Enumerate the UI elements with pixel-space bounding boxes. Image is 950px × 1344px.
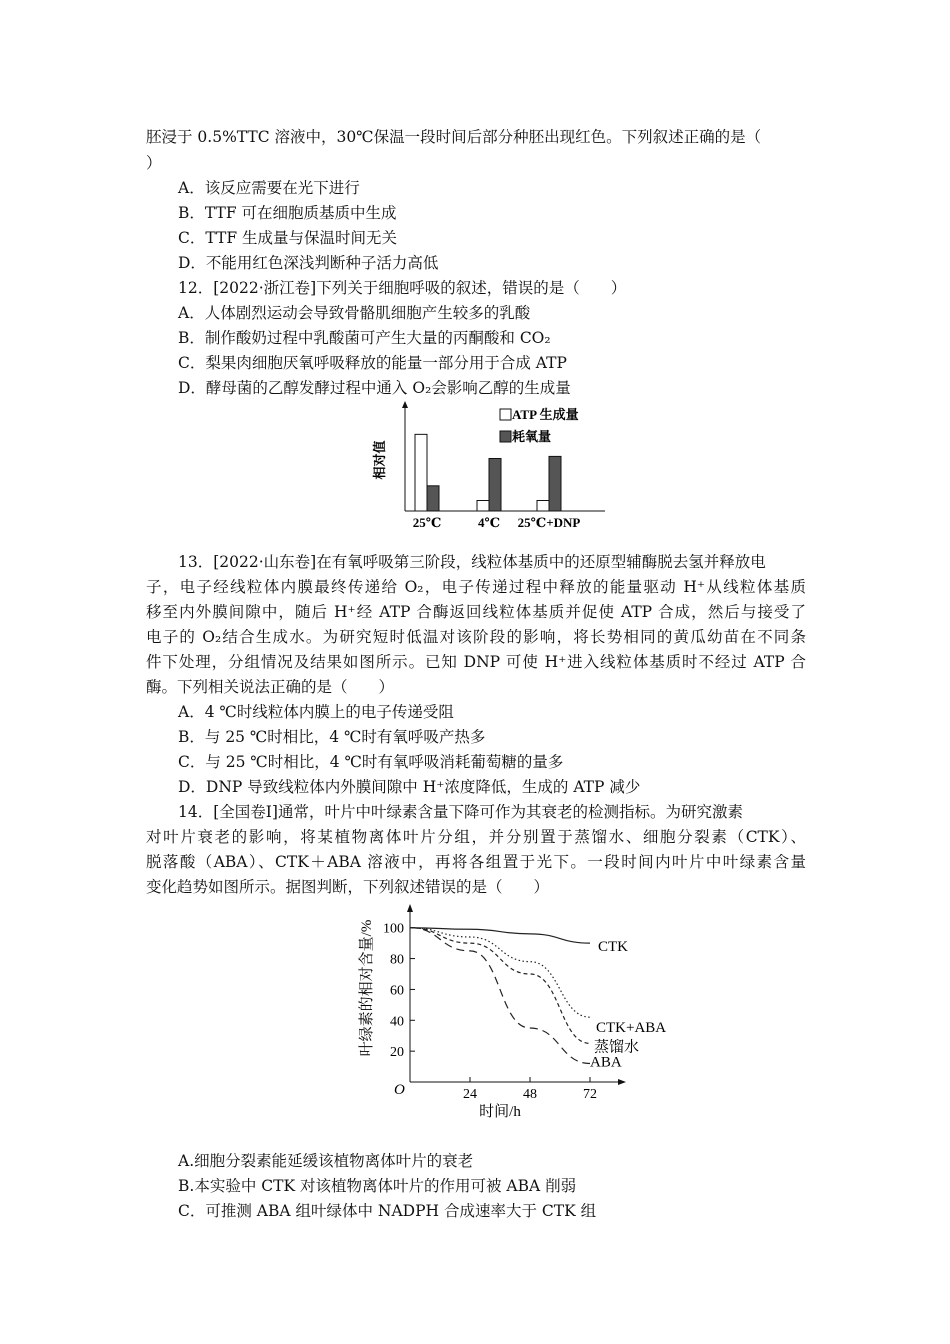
q13-option-a: A．4 ℃时线粒体内膜上的电子传递受阻 bbox=[178, 703, 454, 721]
x-tick-label: 48 bbox=[523, 1087, 537, 1102]
q14-stem-line3: 脱落酸（ABA）、CTK＋ABA 溶液中，再将各组置于光下。一段时间内叶片中叶绿素含量 bbox=[146, 853, 806, 871]
x-tick-label: 24 bbox=[463, 1087, 477, 1102]
q14-option-c: C．可推测 ABA 组叶绿体中 NADPH 合成速率大于 CTK 组 bbox=[178, 1202, 597, 1220]
bar-oxygen-0 bbox=[427, 486, 439, 511]
q12-option-d: D．酵母菌的乙醇发酵过程中通入 O₂会影响乙醇的生成量 bbox=[178, 379, 571, 397]
q11-option-c: C．TTF 生成量与保温时间无关 bbox=[178, 229, 398, 247]
q11-stem-line1: 胚浸于 0.5%TTC 溶液中，30℃保温一段时间后部分种胚出现红色。下列叙述正确的是（ bbox=[146, 128, 762, 146]
series-label: ABA bbox=[590, 1054, 622, 1071]
q14-stem-line4: 变化趋势如图所示。据图判断，下列叙述错误的是（ ） bbox=[146, 878, 550, 896]
q13-stem-line3: 移至内外膜间隙中，随后 H⁺经 ATP 合酶返回线粒体基质并促使 ATP 合成，然后与接受了 bbox=[146, 603, 806, 621]
series-label: 蒸馏水 bbox=[594, 1039, 640, 1056]
legend-label-oxygen: 耗氧量 bbox=[512, 429, 552, 444]
q13-option-b: B．与 25 ℃时相比，4 ℃时有氧呼吸产热多 bbox=[178, 728, 486, 746]
series-label: CTK+ABA bbox=[596, 1020, 667, 1037]
line-x-axis-arrow bbox=[618, 1079, 626, 1085]
q12-option-c: C．梨果肉细胞厌氧呼吸释放的能量一部分用于合成 ATP bbox=[178, 354, 567, 372]
line-y-axis-arrow bbox=[407, 904, 413, 912]
bar-atp-0 bbox=[415, 434, 427, 511]
q13-stem-line1: 13．[2022·山东卷]在有氧呼吸第三阶段，线粒体基质中的还原型辅酶脱去氢并释放电 bbox=[178, 553, 766, 571]
bar-chart bbox=[360, 398, 620, 536]
legend-swatch-atp bbox=[500, 409, 511, 420]
line-chart-ylabel: 叶绿素的相对含量/% bbox=[359, 919, 375, 1057]
q14-option-a: A.细胞分裂素能延缓该植物离体叶片的衰老 bbox=[178, 1152, 474, 1170]
bar-y-axis-arrow bbox=[402, 401, 408, 408]
series-line-1 bbox=[410, 928, 590, 1017]
q13-option-c: C．与 25 ℃时相比，4 ℃时有氧呼吸消耗葡萄糖的量多 bbox=[178, 753, 564, 771]
bar-atp-2 bbox=[537, 501, 549, 512]
q13-stem-line2: 子，电子经线粒体内膜最终传递给 O₂，电子传递过程中释放的能量驱动 H⁺从线粒体基质 bbox=[146, 578, 806, 596]
q13-stem-line4: 电子的 O₂结合生成水。为研究短时低温对该阶段的影响，将长势相同的黄瓜幼苗在不同条 bbox=[146, 628, 806, 646]
bar-atp-1 bbox=[477, 501, 489, 512]
q13-stem-line6: 酶。下列相关说法正确的是（ ） bbox=[146, 678, 395, 696]
q12-option-a: A．人体剧烈运动会导致骨骼肌细胞产生较多的乳酸 bbox=[178, 304, 531, 322]
y-tick-label: 40 bbox=[390, 1014, 404, 1030]
bar-oxygen-1 bbox=[489, 459, 501, 512]
q14-option-b: B.本实验中 CTK 对该植物离体叶片的作用可被 ABA 削弱 bbox=[178, 1177, 577, 1195]
y-tick-label: 100 bbox=[383, 921, 404, 937]
line-chart bbox=[350, 900, 667, 1125]
q11-option-a: A．该反应需要在光下进行 bbox=[178, 179, 360, 197]
line-chart-xlabel: 时间/h bbox=[479, 1104, 521, 1120]
q11-stem-line2: ） bbox=[146, 154, 162, 172]
q12-option-b: B．制作酸奶过程中乳酸菌可产生大量的丙酮酸和 CO₂ bbox=[178, 329, 551, 347]
bar-category-label: 25℃ bbox=[412, 515, 442, 530]
q14-stem-line1: 14．[全国卷Ⅰ]通常，叶片中叶绿素含量下降可作为其衰老的检测指标。为研究激素 bbox=[178, 803, 743, 821]
y-tick-label: 60 bbox=[390, 983, 404, 999]
bar-category-label: 4℃ bbox=[477, 515, 501, 530]
line-chart-origin: O bbox=[394, 1082, 405, 1098]
y-tick-label: 80 bbox=[390, 952, 404, 968]
bar-oxygen-2 bbox=[549, 456, 561, 511]
bar-category-label: 25℃+DNP bbox=[517, 515, 581, 530]
series-line-0 bbox=[410, 928, 590, 943]
x-tick-label: 72 bbox=[583, 1087, 597, 1102]
legend-label-atp: ATP 生成量 bbox=[512, 407, 579, 422]
q12-stem: 12．[2022·浙江卷]下列关于细胞呼吸的叙述，错误的是（ ） bbox=[178, 279, 627, 297]
q13-stem-line5: 件下处理，分组情况及结果如图所示。已知 DNP 可使 H⁺进入线粒体基质时不经过 ATP 合 bbox=[146, 653, 806, 671]
y-tick-label: 20 bbox=[390, 1045, 404, 1061]
legend-swatch-oxygen bbox=[500, 431, 511, 442]
series-line-2 bbox=[410, 928, 590, 1044]
q14-stem-line2: 对叶片衰老的影响，将某植物离体叶片分组，并分别置于蒸馏水、细胞分裂素（CTK）、 bbox=[146, 828, 806, 846]
q11-option-b: B．TTF 可在细胞质基质中生成 bbox=[178, 204, 397, 222]
bar-chart-ylabel: 相对值 bbox=[372, 440, 387, 480]
q13-option-d: D．DNP 导致线粒体内外膜间隙中 H⁺浓度降低，生成的 ATP 减少 bbox=[178, 778, 641, 796]
q11-option-d: D．不能用红色深浅判断种子活力高低 bbox=[178, 254, 439, 272]
series-label: CTK bbox=[598, 939, 628, 956]
